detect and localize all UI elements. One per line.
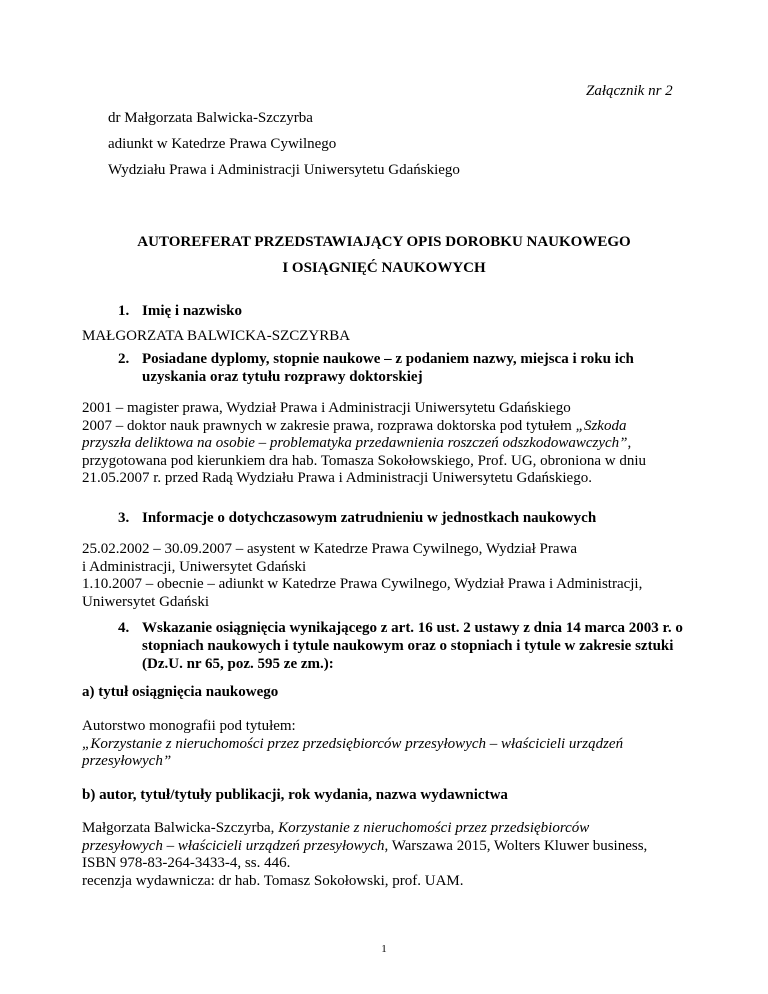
section-4-number: 4. <box>118 620 130 636</box>
subsection-a-heading: a) tytuł osiągnięcia naukowego <box>82 684 279 700</box>
section-2-line4: przygotowana pod kierunkiem dra hab. Tomasza Sokołowskiego, Prof. UG, obroniona w dniu <box>82 452 646 469</box>
page-number: 1 <box>381 943 387 955</box>
subsection-b-review: recenzja wydawnicza: dr hab. Tomasz Sokołowski, prof. UAM. <box>82 872 464 889</box>
section-3-body <box>82 541 642 611</box>
author-name: dr Małgorzata Balwicka-Szczyrba <box>108 110 313 126</box>
section-1-content: MAŁGORZATA BALWICKA-SZCZYRBA <box>82 328 351 344</box>
section-4-title-line2: stopniach naukowych i tytule naukowym oraz o stopniach i tytule w zakresie sztuki <box>142 638 674 654</box>
author-position: adiunkt w Katedrze Prawa Cywilnego <box>108 136 337 152</box>
subsection-b-heading: b) autor, tytuł/tytuły publikacji, rok wydania, nazwa wydawnictwa <box>82 787 508 803</box>
document-title-line2: I OSIĄGNIĘĆ NAUKOWYCH <box>282 260 486 276</box>
attachment-label: Załącznik nr 2 <box>586 83 673 99</box>
subsection-a-body <box>82 718 623 771</box>
section-2-title-line2: uzyskania oraz tytułu rozprawy doktorskiej <box>142 369 423 385</box>
section-3-heading <box>118 509 596 528</box>
section-2-heading <box>118 350 634 386</box>
monograph-title-line2: przesyłowych” <box>82 753 172 769</box>
section-2-line5: 21.05.2007 r. przed Radą Wydziału Prawa i Administracji Uniwersytetu Gdańskiego. <box>82 470 592 486</box>
author-faculty: Wydziału Prawa i Administracji Uniwersytetu Gdańskiego <box>108 162 460 178</box>
section-3-line2: i Administracji, Uniwersytet Gdański <box>82 558 307 575</box>
section-3-number: 3. <box>118 510 130 526</box>
subsection-b-line2: przesyłowych – właścicieli urządzeń przesyłowych, Warszawa 2015, Wolters Kluwer business, <box>82 837 648 854</box>
subsection-b-line1: Małgorzata Balwicka-Szczyrba, Korzystanie z nieruchomości przez przedsiębiorców <box>82 820 590 836</box>
section-2-line3: przyszła deliktowa na osobie – problematyka przedawnienia roszczeń odszkodowawczych”, <box>82 435 632 451</box>
subsection-b-isbn: ISBN 978-83-264-3433-4, ss. 446. <box>82 855 291 871</box>
section-2-line1: 2001 – magister prawa, Wydział Prawa i Administracji Uniwersytetu Gdańskiego <box>82 400 571 416</box>
monograph-title-line1: „Korzystanie z nieruchomości przez przedsiębiorców przesyłowych – właścicieli urządzeń <box>82 735 624 752</box>
section-2-number: 2. <box>118 351 130 367</box>
section-2-line2: 2007 – doktor nauk prawnych w zakresie prawa, rozprawa doktorska pod tytułem „Szkoda <box>82 417 627 434</box>
subsection-b-body <box>82 820 647 890</box>
publication-title-end: przesyłowych – właścicieli urządzeń przesyłowych <box>82 837 385 854</box>
document-title-line1: AUTOREFERAT PRZEDSTAWIAJĄCY OPIS DOROBKU NAUKOWEGO <box>137 234 631 250</box>
subsection-a-intro: Autorstwo monografii pod tytułem: <box>82 718 296 734</box>
section-1-number: 1. <box>118 303 130 319</box>
section-3-title: Informacje o dotychczasowym zatrudnieniu w jednostkach naukowych <box>142 510 597 526</box>
section-4-heading <box>118 619 683 673</box>
dissertation-title-start: „Szkoda <box>575 417 627 434</box>
section-2-body <box>82 400 646 488</box>
section-3-line4: Uniwersytet Gdański <box>82 593 210 610</box>
publication-title-start: Korzystanie z nieruchomości przez przedsiębiorców <box>278 820 590 836</box>
section-4-title-line1: Wskazanie osiągnięcia wynikającego z art. 16 ust. 2 ustawy z dnia 14 marca 2003 r. o <box>142 620 683 636</box>
section-3-line3: 1.10.2007 – obecnie – adiunkt w Katedrze Prawa Cywilnego, Wydział Prawa i Administracji, <box>82 576 643 592</box>
section-1-heading <box>118 302 242 321</box>
section-4-title-line3: (Dz.U. nr 65, poz. 595 ze zm.): <box>142 656 334 672</box>
section-3-line1: 25.02.2002 – 30.09.2007 – asystent w Katedrze Prawa Cywilnego, Wydział Prawa <box>82 541 577 557</box>
section-1-title: Imię i nazwisko <box>142 303 243 319</box>
dissertation-title-end: przyszła deliktowa na osobie – problematyka przedawnienia roszczeń odszkodowawczych” <box>82 435 628 451</box>
section-2-title-line1: Posiadane dyplomy, stopnie naukowe – z podaniem nazwy, miejsca i roku ich <box>142 351 634 367</box>
